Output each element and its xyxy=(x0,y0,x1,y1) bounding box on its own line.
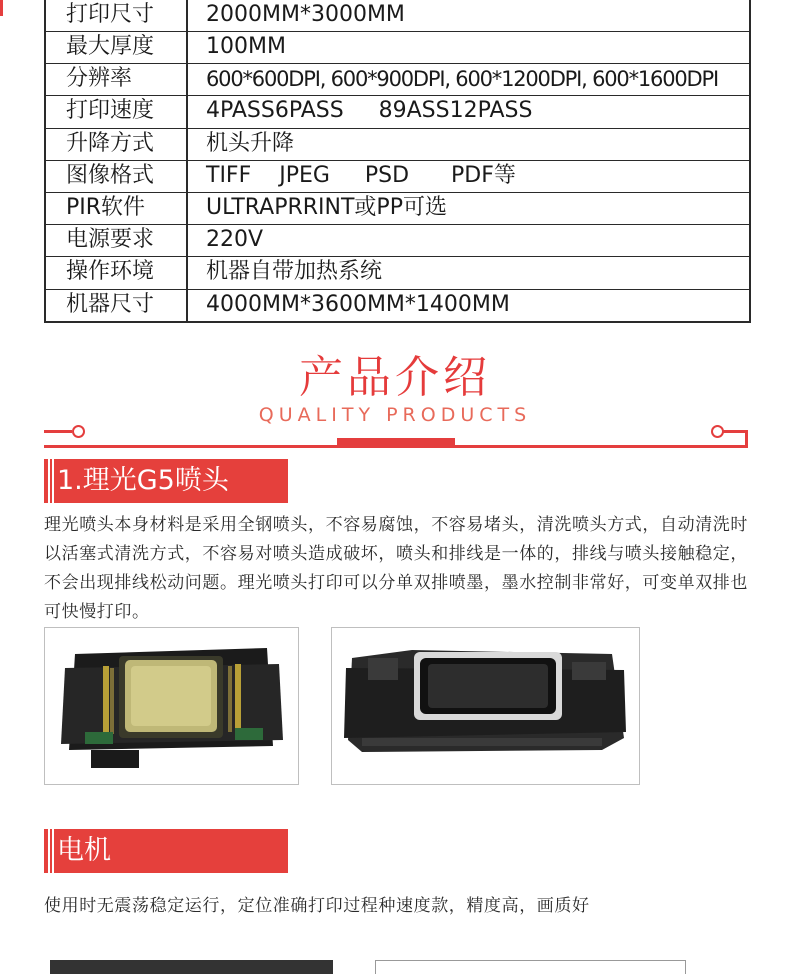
feature-heading-printhead xyxy=(44,459,288,503)
spec-value: 机头升降 xyxy=(206,130,295,156)
spec-label: 打印速度 xyxy=(46,96,188,127)
motor-photo-1 xyxy=(50,960,333,974)
divider-accent-bar xyxy=(337,438,455,447)
section-title: 产品介绍 xyxy=(299,352,491,403)
spec-label: PIR软件 xyxy=(46,193,188,224)
motor-photo-2 xyxy=(375,960,686,974)
divider-left-bracket xyxy=(0,0,39,16)
spec-value: ULTRAPRRINT或PP可选 xyxy=(206,194,447,220)
spec-value: TIFF JPEG PSD PDF等 xyxy=(206,162,516,188)
spec-value: 2000MM*3000MM xyxy=(206,2,405,27)
divider-right-circle xyxy=(711,425,724,438)
section-subtitle: QUALITY PRODUCTS xyxy=(258,404,532,426)
divider-left-circle xyxy=(72,425,85,438)
divider-left-stub xyxy=(44,430,72,433)
spec-row xyxy=(46,160,749,192)
feature-heading-motor xyxy=(44,829,288,873)
spec-value: 600*600DPI, 600*900DPI, 600*1200DPI, 600*1600DPI xyxy=(206,67,718,92)
spec-label: 升降方式 xyxy=(46,129,188,160)
spec-value: 机器自带加热系统 xyxy=(206,259,383,285)
feature-description: 理光喷头本身材料是采用全钢喷头，不容易腐蚀，不容易堵头，清洗喷头方式，自动清洗时以活塞式清洗方式，不容易对喷头造成破坏，喷头和排线是一体的，排线与喷头接触稳定，不会出现排线松动问题。理光喷头打印可以分单双排喷墨，墨水控制非常好，可变单双排也可快慢打印。 xyxy=(44,515,748,622)
heading-stripe xyxy=(52,459,54,503)
spec-label: 分辨率 xyxy=(46,64,188,95)
feature-heading-label: 1.理光G5喷头 xyxy=(57,465,229,496)
motor-description: 使用时无震荡稳定运行，定位准确打印过程种速度款，精度高，画质好 xyxy=(44,896,590,916)
spec-row xyxy=(46,95,749,127)
spec-row xyxy=(46,31,749,63)
spec-row xyxy=(46,0,749,31)
spec-label: 机器尺寸 xyxy=(46,290,188,321)
spec-label: 打印尺寸 xyxy=(46,0,188,31)
spec-label: 最大厚度 xyxy=(46,32,188,63)
epson-printhead-image xyxy=(332,628,639,784)
spec-label: 电源要求 xyxy=(46,225,188,256)
feature-heading-label: 电机 xyxy=(57,835,111,866)
heading-stripe xyxy=(48,459,50,503)
spec-row xyxy=(46,224,749,256)
ricoh-g5-printhead-image xyxy=(45,628,298,784)
spec-label: 图像格式 xyxy=(46,161,188,192)
spec-table xyxy=(44,0,751,323)
divider-right-bracket xyxy=(745,430,748,448)
spec-value: 100MM xyxy=(206,34,286,59)
section-header xyxy=(0,350,790,426)
printhead-photo-2 xyxy=(331,627,640,785)
spec-value: 4000MM*3600MM*1400MM xyxy=(206,291,510,317)
spec-value: 4PASS6PASS 89ASS12PASS xyxy=(206,98,533,124)
spec-row xyxy=(46,128,749,160)
spec-value: 220V xyxy=(206,227,264,253)
spec-label: 操作环境 xyxy=(46,257,188,288)
spec-row xyxy=(46,63,749,95)
spec-row xyxy=(46,256,749,288)
spec-row xyxy=(46,289,749,321)
heading-stripe xyxy=(48,829,50,873)
divider-right-stub xyxy=(720,430,748,433)
heading-stripe xyxy=(52,829,54,873)
printhead-photo-1 xyxy=(44,627,299,785)
spec-row xyxy=(46,192,749,224)
